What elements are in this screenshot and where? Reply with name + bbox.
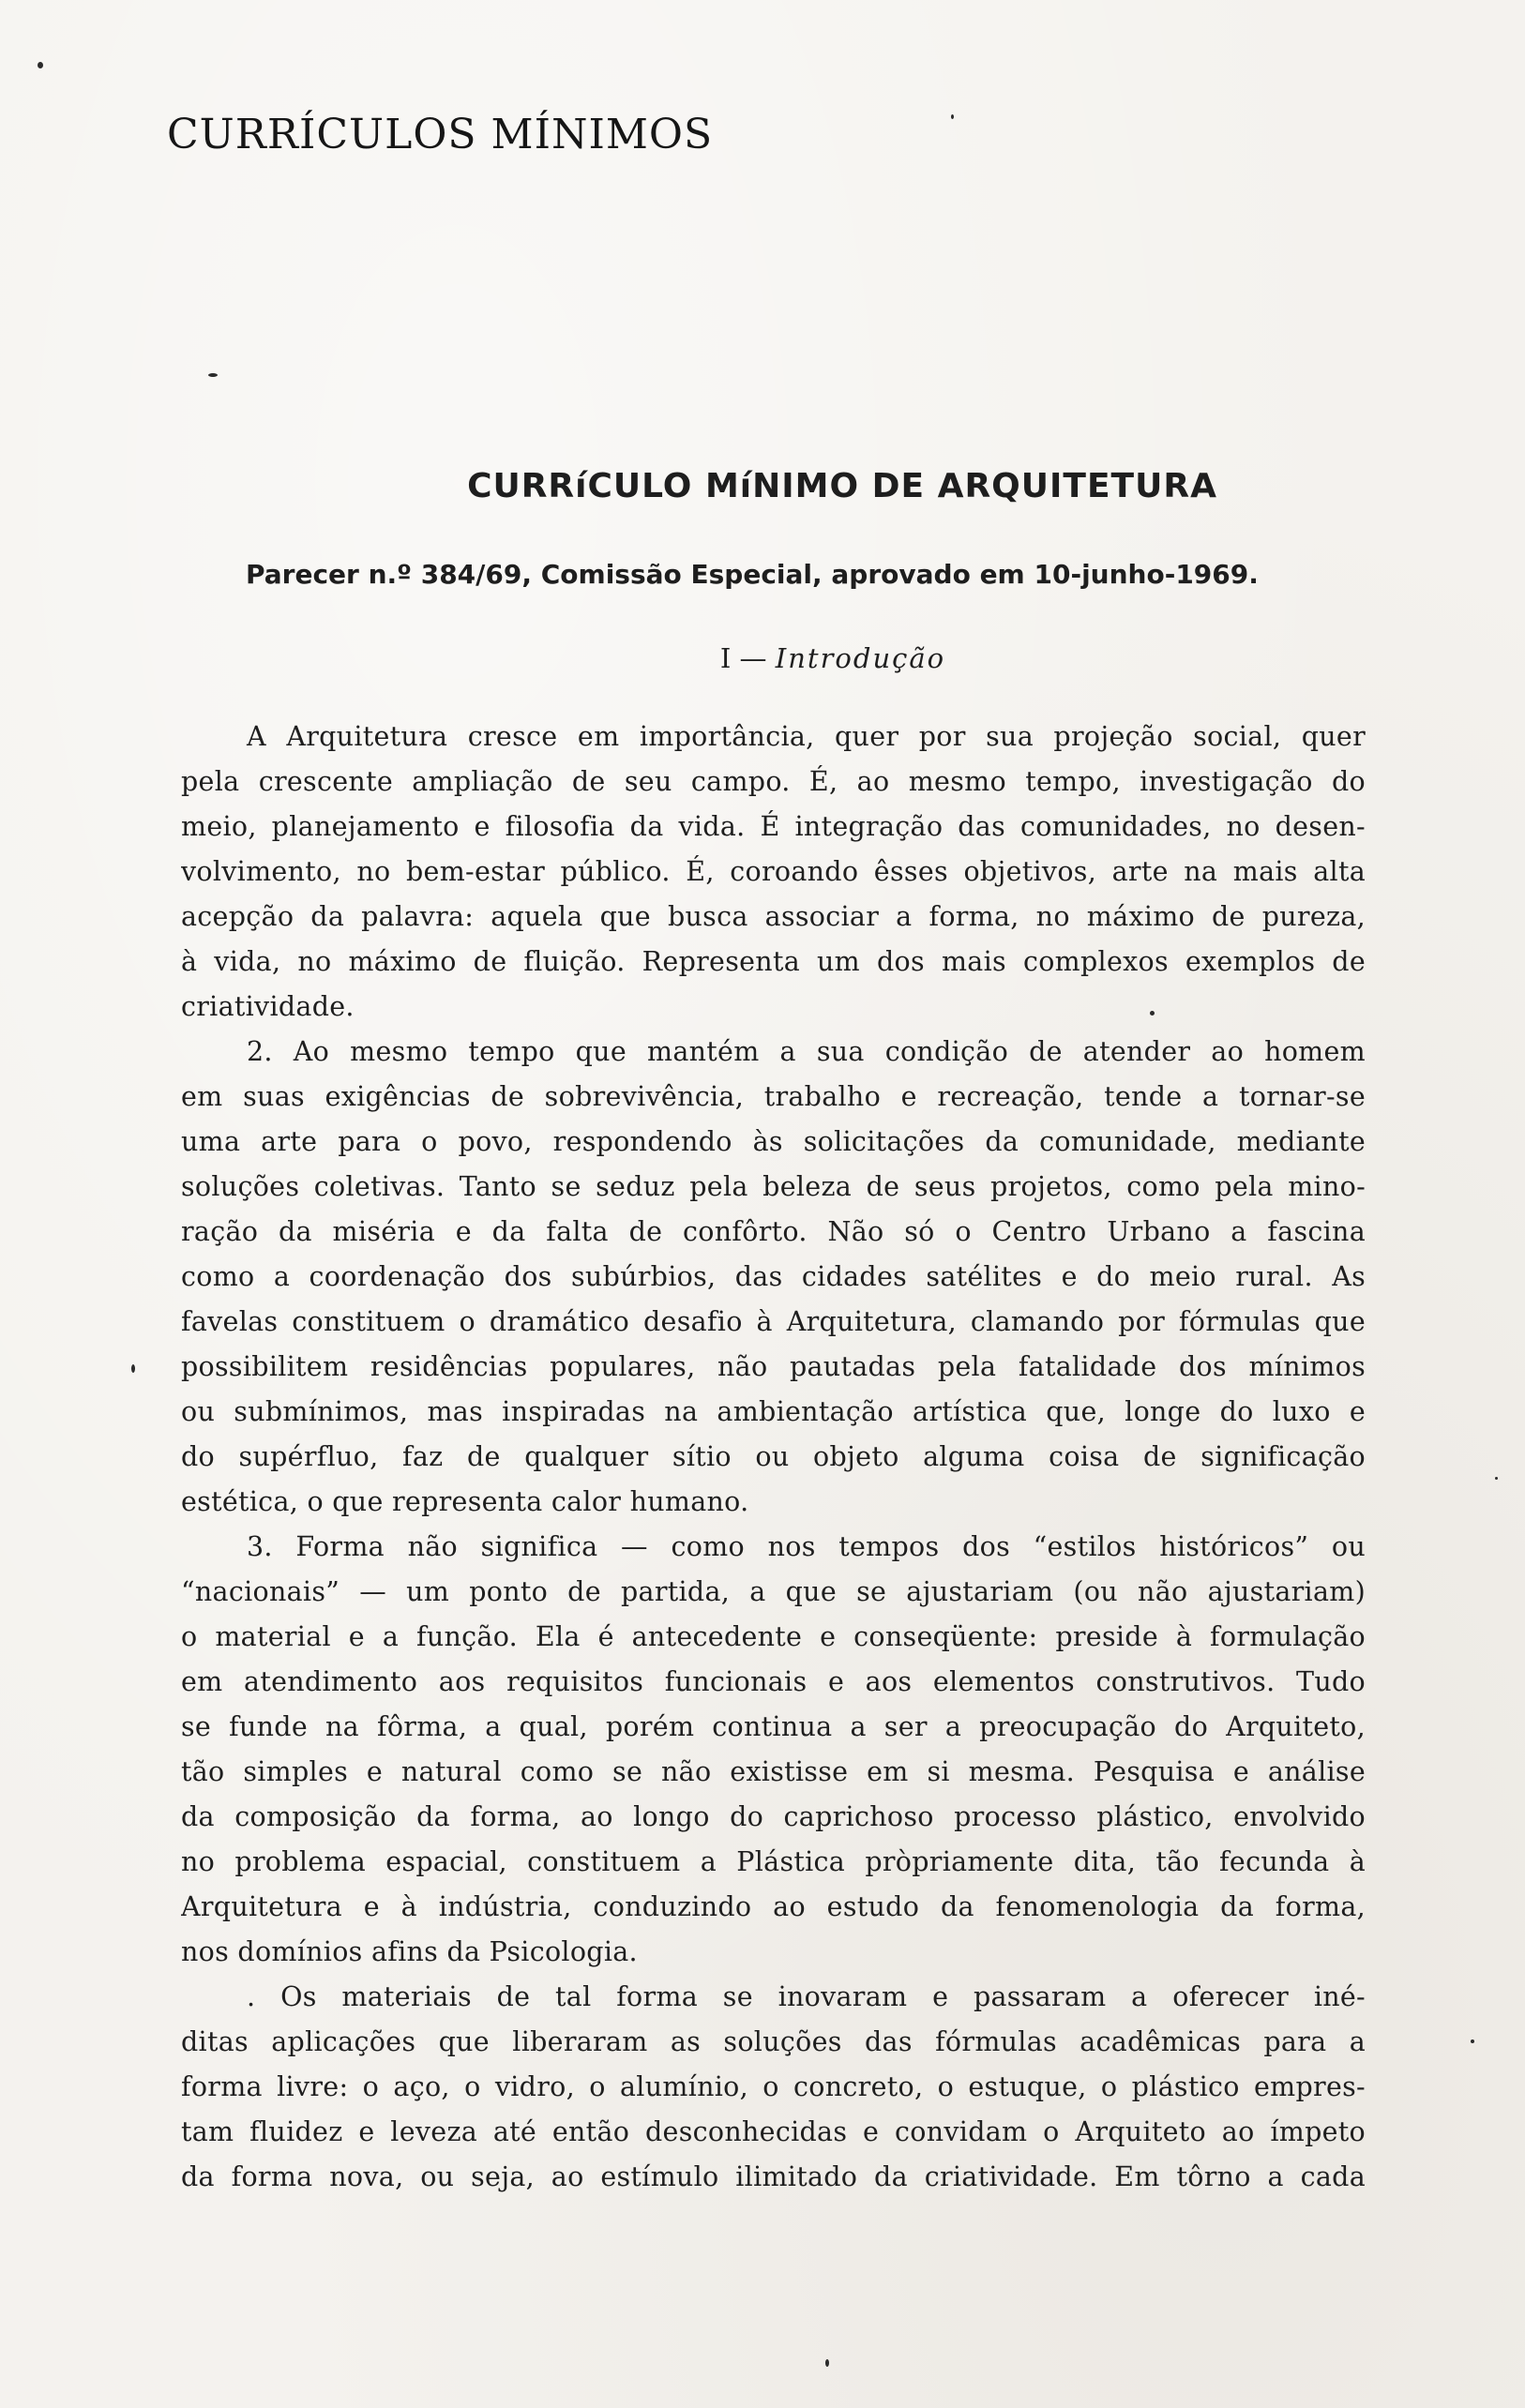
text-line: forma livre: o aço, o vidro, o alumínio, o concreto, o estuque, o plástico empres- [181, 2071, 1366, 2102]
section-name: Introdução [775, 642, 946, 674]
text-line: favelas constituem o dramático desafio à Arquitetura, clamando por fórmulas que [181, 1306, 1366, 1337]
text-line: nos domínios afins da Psicologia. [181, 1936, 638, 1967]
text-line: do supérfluo, faz de qualquer sítio ou objeto alguma coisa de significação [181, 1441, 1366, 1472]
scan-speck [208, 373, 218, 377]
text-line: ou submínimos, mas inspiradas na ambientação artística que, longe do luxo e [181, 1396, 1366, 1427]
text-line: o material e a função. Ela é antecedente e conseqüente: preside à formulação [181, 1621, 1366, 1652]
text-line: à vida, no máximo de fluição. Representa um dos mais complexos exemplos de [181, 946, 1366, 977]
scan-speck [38, 62, 43, 68]
text-line: acepção da palavra: aquela que busca associar a forma, no máximo de pureza, [181, 901, 1366, 932]
text-line: ração da miséria e da falta de confôrto. Não só o Centro Urbano a fascina [181, 1216, 1366, 1247]
text-line: meio, planejamento e filosofia da vida. É integração das comunidades, no desen- [181, 811, 1366, 842]
scan-speck [131, 1364, 135, 1373]
text-line: “nacionais” — um ponto de partida, a que se ajustariam (ou não ajustariam) [181, 1576, 1366, 1607]
scan-speck [825, 2359, 829, 2367]
document-subtitle: Parecer n.º 384/69, Comissão Especial, aprovado em 10-junho-1969. [246, 559, 1259, 590]
text-line: possibilitem residências populares, não pautadas pela fatalidade dos mínimos [181, 1351, 1366, 1382]
text-line: tam fluidez e leveza até então desconhecidas e convidam o Arquiteto ao ímpeto [181, 2116, 1366, 2147]
text-line: soluções coletivas. Tanto se seduz pela beleza de seus projetos, como pela mino- [181, 1171, 1366, 1202]
scan-speck [1495, 1477, 1498, 1480]
scan-speck [1150, 1011, 1155, 1016]
text-line: estética, o que representa calor humano. [181, 1486, 749, 1517]
text-line: no problema espacial, constituem a Plástica pròpriamente dita, tão fecunda à [181, 1846, 1366, 1877]
text-line: Arquitetura e à indústria, conduzindo ao estudo da fenomenologia da forma, [181, 1891, 1366, 1922]
scan-speck [951, 114, 954, 119]
text-line: criatividade. [181, 991, 355, 1022]
text-line: se funde na fôrma, a qual, porém continua a ser a preocupação do Arquiteto, [181, 1711, 1366, 1742]
text-line: . Os materiais de tal forma se inovaram e passaram a oferecer iné- [247, 1981, 1366, 2012]
text-line: da forma nova, ou seja, ao estímulo ilimitado da criatividade. Em tôrno a cada [181, 2161, 1366, 2192]
text-line: volvimento, no bem-estar público. É, coroando êsses objetivos, arte na mais alta [181, 856, 1366, 887]
text-line: em suas exigências de sobrevivência, trabalho e recreação, tende a tornar-se [181, 1081, 1366, 1112]
text-line: A Arquitetura cresce em importância, quer por sua projeção social, quer [247, 721, 1366, 752]
text-line: como a coordenação dos subúrbios, das cidades satélites e do meio rural. As [181, 1261, 1366, 1292]
running-header: CURRÍCULOS MÍNIMOS [167, 111, 714, 158]
text-line: 2. Ao mesmo tempo que mantém a sua condição de atender ao homem [247, 1036, 1366, 1067]
scan-speck [1471, 2039, 1474, 2043]
text-line: ditas aplicações que liberaram as soluções das fórmulas acadêmicas para a [181, 2026, 1366, 2057]
document-title: CURRíCULO MíNIMO DE ARQUITETURA [467, 467, 1217, 505]
text-line: da composição da forma, ao longo do caprichoso processo plástico, envolvido [181, 1801, 1366, 1832]
text-line: em atendimento aos requisitos funcionais e aos elementos construtivos. Tudo [181, 1666, 1366, 1697]
text-line: 3. Forma não significa — como nos tempos dos “estilos históricos” ou [247, 1531, 1366, 1562]
body-text [181, 715, 1366, 2200]
text-line: tão simples e natural como se não existisse em si mesma. Pesquisa e análise [181, 1756, 1366, 1787]
text-line: pela crescente ampliação de seu campo. É, ao mesmo tempo, investigação do [181, 766, 1366, 797]
section-heading [0, 642, 1525, 674]
section-number: I — [719, 642, 767, 674]
text-line: uma arte para o povo, respondendo às solicitações da comunidade, mediante [181, 1126, 1366, 1157]
